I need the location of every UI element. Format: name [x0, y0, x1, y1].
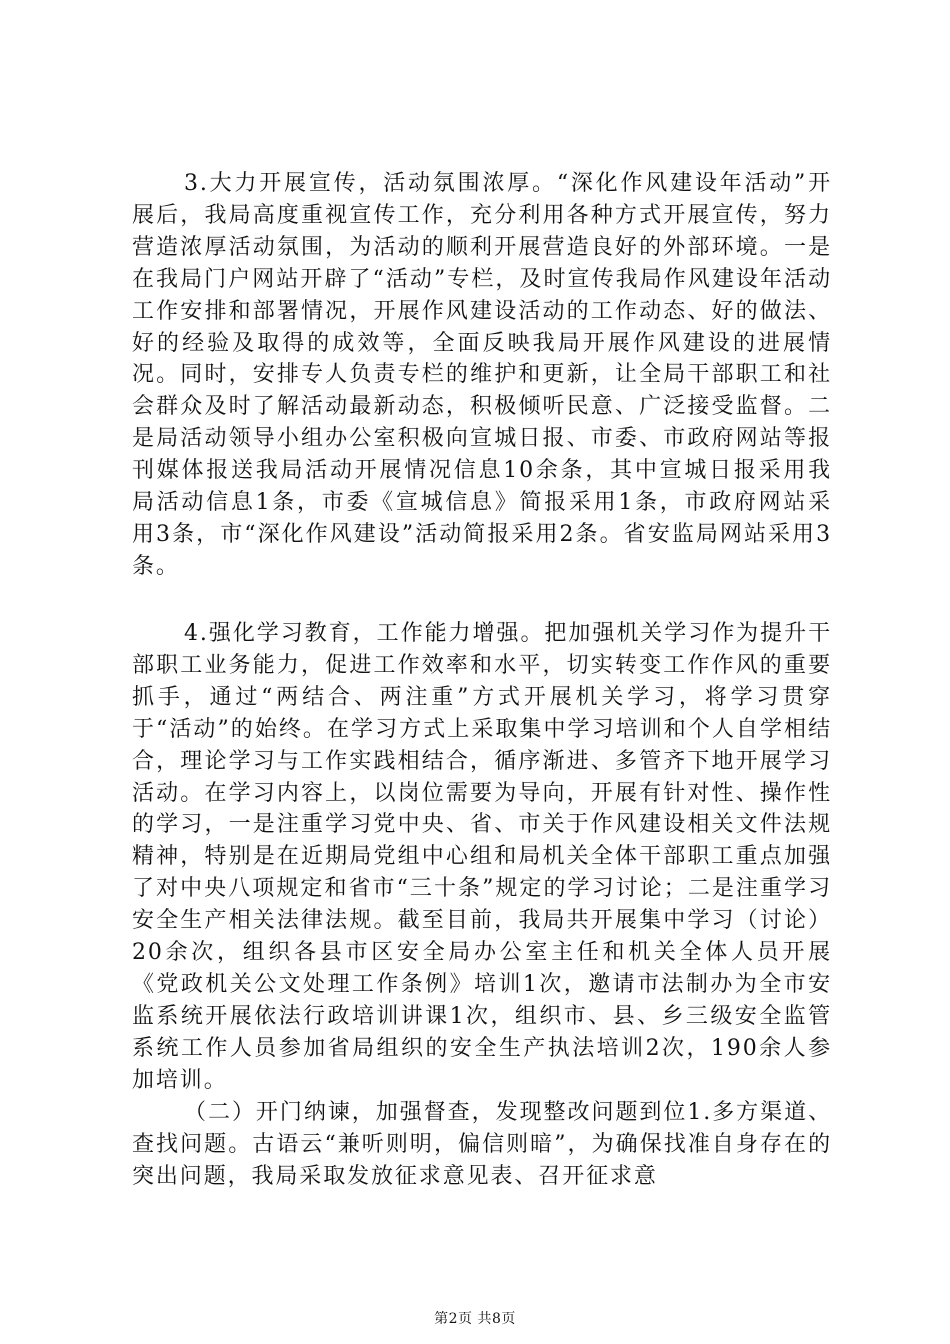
paragraph-publicity: 3.大力开展宣传，活动氛围浓厚。“深化作风建设年活动”开展后，我局高度重视宣传工作，充分利用各种方式开展宣传，努力营造浓厚活动氛围，为活动的顺利开展营造良好的外部环境。一是在我局门户网站开辟了“活动”专栏，及时宣传我局作风建设年活动工作安排和部署情况，开展作风建设活动的工作动态、好的做法、好的经验及取得的成效等，全面反映我局开展作风建设的进展情况。同时，安排专人负责专栏的维护和更新，让全局干部职工和社会群众及时了解活动最新动态，积极倾听民意、广泛接受监督。二是局活动领导小组办公室积极向宣城日报、市委、市政府网站等报刊媒体报送我局活动开展情况信息10余条，其中宣城日报采用我局活动信息1条，市委《宣城信息》简报采用1条，市政府网站采用3条，市“深化作风建设”活动简报采用2条。省安监局网站采用3条。 — [132, 171, 832, 579]
paragraph-study-education: 4.强化学习教育，工作能力增强。把加强机关学习作为提升干部职工业务能力，促进工作效率和水平，切实转变工作作风的重要抓手，通过“两结合、两注重”方式开展机关学习，将学习贯穿于“活动”的始终。在学习方式上采取集中学习培训和个人自学相结合，理论学习与工作实践相结合，循序渐进、多管齐下地开展学习活动。在学习内容上，以岗位需要为导向，开展有针对性、操作性的学习，一是注重学习党中央、省、市关于作风建设相关文件法规精神，特别是在近期局党组中心组和局机关全体干部职工重点加强了对中央八项规定和省市“三十条”规定的学习讨论；二是注重学习安全生产相关法律法规。截至目前，我局共开展集中学习（讨论）20余次，组织各县市区安全局办公室主任和机关全体人员开展《党政机关公文处理工作条例》培训1次，邀请市法制办为全市安监系统开展依法行政培训讲课1次，组织市、县、乡三级安全监管系统工作人员参加省局组织的安全生产执法培训2次，190余人参加培训。 — [132, 621, 832, 1093]
page-number-footer: 第2页 共8页 — [434, 1311, 516, 1327]
paragraph-open-door-advice: （二）开门纳谏，加强督查，发现整改问题到位1.多方渠道、查找问题。古语云“兼听则明，偏信则暗”，为确保找准自身存在的突出问题，我局采取发放征求意见表、召开征求意 — [132, 1100, 832, 1189]
